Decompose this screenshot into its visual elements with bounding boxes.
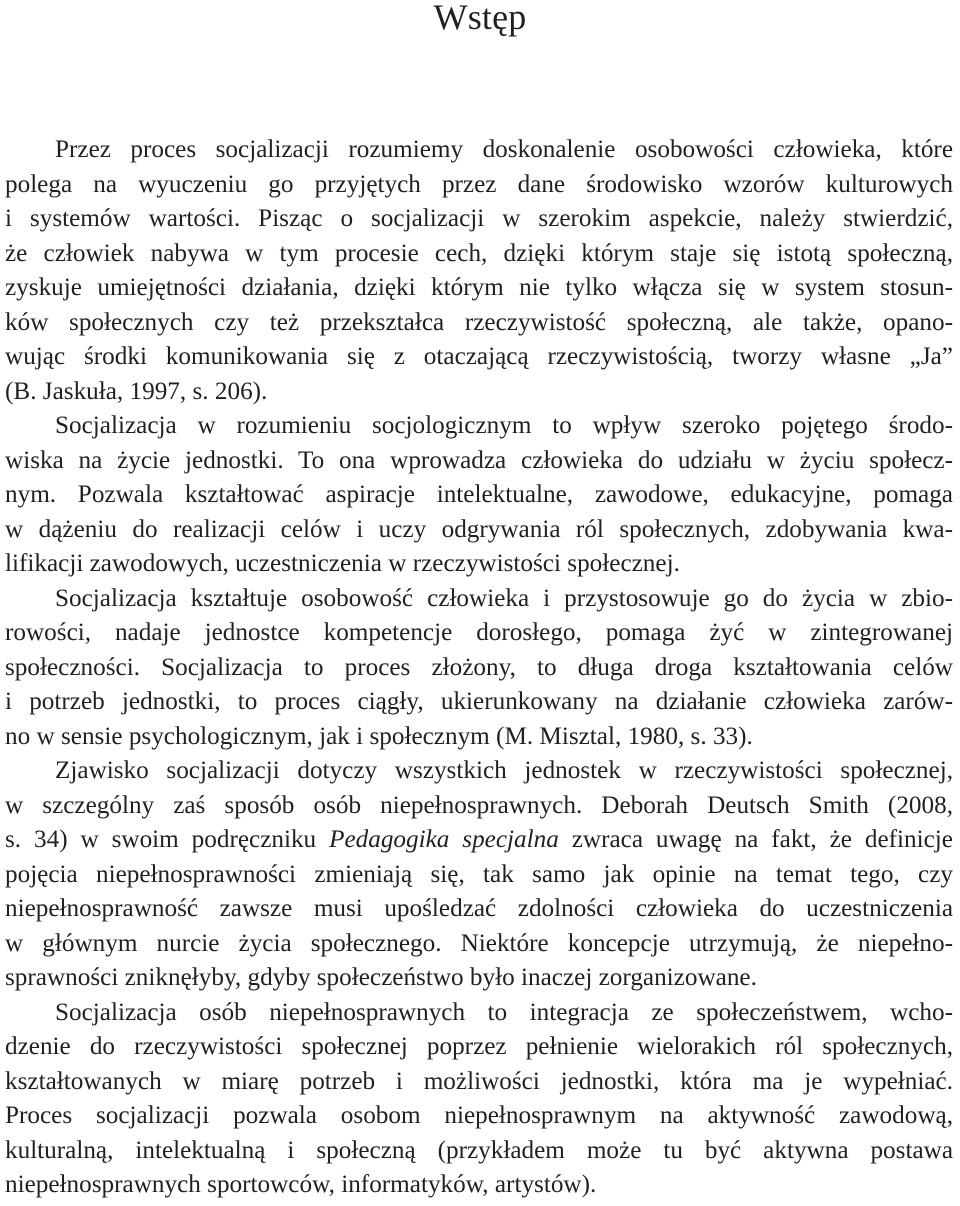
text-segment: Zjawisko socjalizacji dotyczy wszystkich jednostek w rzeczywistości społecznej, [55,757,953,784]
text-line [5,996,953,1031]
text-line [5,961,953,996]
text-line [5,858,953,893]
text-segment: Proces socjalizacji pozwala osobom niepełnosprawnym na aktywność zawodową, [5,1102,953,1129]
text-segment: kulturalną, intelektualną i społeczną (przykładem może tu być aktywna postawa [5,1136,953,1164]
text-line [5,685,953,720]
text-segment: w dążeniu do realizacji celów i uczy odgrywania ról społecznych, zdobywania kwa- [5,515,953,543]
text-line [5,202,953,237]
text-line [5,892,953,927]
text-segment: (B. Jaskuła, 1997, s. 206). [5,377,268,405]
text-segment: i potrzeb jednostki, to proces ciągły, ukierunkowany na działanie człowieka zarów- [5,688,953,715]
text-segment: Socjalizacja kształtuje osobowość człowieka i przystosowuje go do życia w zbio- [55,584,953,612]
text-line [5,616,953,651]
text-segment: pojęcia niepełnosprawności zmieniają się, tak samo jak opinie na temat tego, czy [5,860,953,888]
text-line [5,927,953,962]
text-segment: i systemów wartości. Pisząc o socjalizacji w szerokim aspekcie, należy stwierdzić, [5,205,953,232]
text-line [5,823,953,858]
text-segment: społeczności. Socjalizacja to proces złożony, to długa droga kształtowania celów [5,653,953,681]
text-line [5,168,953,203]
text-segment: Przez proces socjalizacji rozumiemy doskonalenie osobowości człowieka, które [55,136,953,163]
text-segment: w głównym nurcie życia społecznego. Niektóre koncepcje utrzymują, że niepełno- [5,929,953,957]
text-line [5,409,953,444]
text-segment: sprawności zniknęłyby, gdyby społeczeństwo było inaczej zorganizowane. [5,964,757,991]
text-line [5,582,953,617]
text-segment: w szczególny zaś sposób osób niepełnosprawnych. Deborah Deutsch Smith (2008, [5,791,953,819]
text-line [5,237,953,272]
text-segment: niepełnosprawnych sportowców, informatyków, artystów). [5,1171,597,1198]
text-segment: polega na wyuczeniu go przyjętych przez dane środowisko wzorów kulturowych [5,170,953,198]
text-segment: zyskuje umiejętności działania, dzięki którym nie tylko włącza się w system stosun- [5,274,953,301]
text-line [5,720,953,755]
text-segment: wując środki komunikowania się z otaczającą rzeczywistością, tworzy własne „Ja” [5,343,953,370]
text-line [5,444,953,479]
text-line [5,133,953,168]
text-line [5,754,953,789]
body-text [5,133,953,1203]
text-line [5,1065,953,1100]
text-segment: s. 34) w swoim podręczniku [5,826,330,853]
text-segment: rowości, nadaje jednostce kompetencje dorosłego, pomaga żyć w zintegrowanej [5,619,953,646]
text-line [5,271,953,306]
text-segment: Socjalizacja w rozumieniu socjologicznym to wpływ szeroko pojętego środo- [55,412,953,439]
text-segment: no w sensie psychologicznym, jak i społecznym (M. Misztal, 1980, s. 33). [5,722,753,750]
text-line [5,547,953,582]
text-segment: niepełnosprawność zawsze musi upośledzać zdolności człowieka do uczestniczenia [5,895,953,922]
text-segment: dzenie do rzeczywistości społecznej poprzez pełnienie wielorakich ról społecznych, [5,1033,953,1060]
text-line [5,306,953,341]
text-line [5,478,953,513]
page-title: Wstęp [433,0,527,37]
text-line [5,340,953,375]
text-line [5,513,953,548]
text-line [5,1030,953,1065]
text-segment: lifikacji zawodowych, uczestniczenia w rzeczywistości społecznej. [5,550,680,577]
text-segment: Socjalizacja osób niepełnosprawnych to integracja ze społeczeństwem, wcho- [55,998,953,1026]
italic-book-title: Pedagogika specjalna [329,826,559,853]
text-segment: kształtowanych w miarę potrzeb i możliwości jednostki, która ma je wypełniać. [5,1067,953,1095]
text-segment: ków społecznych czy też przekształca rzeczywistość społeczną, ale także, opano- [5,308,953,336]
text-line [5,1168,953,1203]
text-line [5,789,953,824]
text-line [5,651,953,686]
text-line [5,1099,953,1134]
text-segment: wiska na życie jednostki. To ona wprowadza człowieka do udziału w życiu społecz- [5,446,953,474]
text-line [5,375,953,410]
text-segment: nym. Pozwala kształtować aspiracje intelektualne, zawodowe, edukacyjne, pomaga [5,481,953,508]
text-segment: zwraca uwagę na fakt, że definicje [558,826,953,853]
text-segment: że człowiek nabywa w tym procesie cech, dzięki którym staje się istotą społeczną, [5,239,953,267]
text-line [5,1134,953,1169]
